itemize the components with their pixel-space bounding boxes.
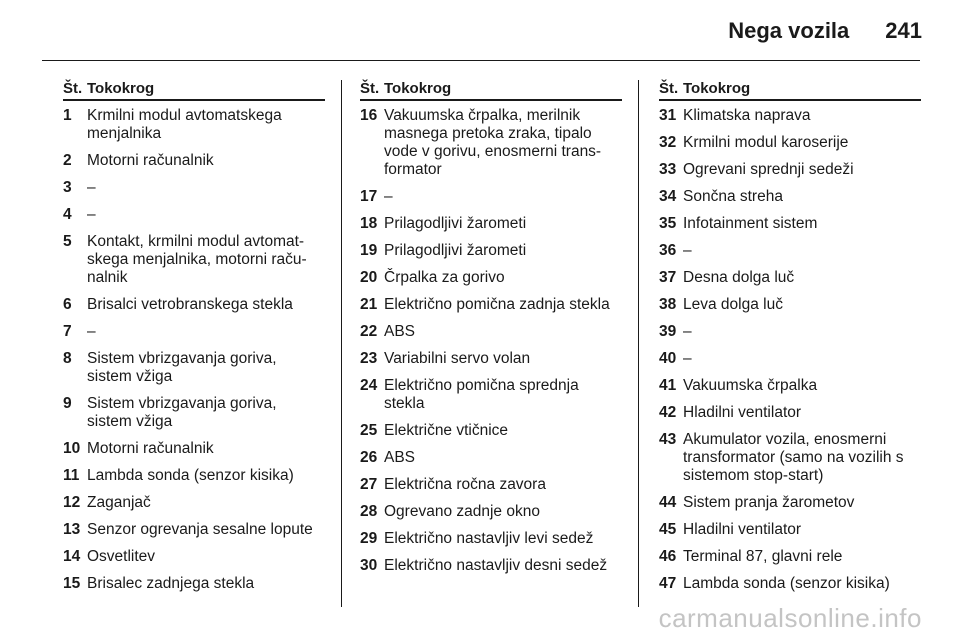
fuse-number: 42	[659, 404, 677, 421]
circuit-name: Lambda sonda (senzor kisika)	[683, 575, 890, 592]
circuit-name: Električna ročna zavora	[384, 476, 546, 493]
fuse-number: 11	[63, 467, 80, 484]
fuse-number: 7	[63, 323, 72, 340]
fuse-number: 36	[659, 242, 677, 259]
circuit-name: Akumulator vozila, enosmerni transformator (samo na vozilih s sistemom stop-start)	[683, 431, 904, 484]
page-number: 241	[885, 18, 922, 43]
fuse-number: 3	[63, 179, 72, 196]
table-row	[360, 323, 622, 341]
circuit-name: Lambda sonda (senzor kisika)	[87, 467, 294, 484]
circuit-name: –	[683, 350, 692, 367]
circuit-name: Infotainment sistem	[683, 215, 818, 232]
circuit-name: Prilagodljivi žarometi	[384, 215, 527, 232]
table-row	[659, 350, 921, 368]
fuse-number: 44	[659, 494, 677, 511]
table-row	[63, 206, 325, 224]
table-row	[63, 233, 325, 287]
fuse-number: 43	[659, 431, 677, 448]
fuse-number: 17	[360, 188, 378, 205]
fuse-number: 14	[63, 548, 81, 565]
fuse-number: 5	[63, 233, 72, 250]
fuse-column-1	[63, 80, 325, 602]
fuse-number: 19	[360, 242, 378, 259]
fuse-number: 40	[659, 350, 677, 367]
fuse-number: 25	[360, 422, 378, 439]
table-row	[63, 548, 325, 566]
table-row	[659, 404, 921, 422]
circuit-name: ABS	[384, 323, 416, 340]
table-row	[360, 296, 622, 314]
circuit-name: Vakuumska črpalka, merilnik masnega pretoka zraka, tipalo vode v gorivu, enosmerni trans- formator	[384, 107, 602, 178]
fuse-number: 2	[63, 152, 72, 169]
circuit-name: Ogrevani sprednji sedeži	[683, 161, 854, 178]
table-row	[63, 575, 325, 593]
fuse-number: 12	[63, 494, 81, 511]
fuse-number: 23	[360, 350, 378, 367]
table-row	[360, 530, 622, 548]
circuit-name: –	[87, 323, 96, 340]
circuit-name: Brisalci vetrobranskega stekla	[87, 296, 293, 313]
table-row	[63, 395, 325, 431]
table-row	[659, 431, 921, 485]
header-number: Št.	[659, 80, 679, 97]
fuse-number: 30	[360, 557, 378, 574]
table-row	[659, 242, 921, 260]
fuse-number: 15	[63, 575, 81, 592]
circuit-name: –	[87, 179, 96, 196]
fuse-number: 45	[659, 521, 677, 538]
table-row	[659, 161, 921, 179]
circuit-name: Hladilni ventilator	[683, 404, 802, 421]
circuit-name: Motorni računalnik	[87, 440, 214, 457]
column-header	[63, 80, 325, 101]
circuit-name: Sončna streha	[683, 188, 783, 205]
fuse-number: 6	[63, 296, 72, 313]
fuse-number: 46	[659, 548, 677, 565]
circuit-name: Hladilni ventilator	[683, 521, 802, 538]
table-row	[360, 242, 622, 260]
fuse-number: 35	[659, 215, 677, 232]
fuse-number: 34	[659, 188, 677, 205]
table-row	[360, 377, 622, 413]
circuit-name: Sistem vbrizgavanja goriva, sistem vžiga	[87, 395, 277, 430]
table-row	[63, 296, 325, 314]
table-row	[360, 449, 622, 467]
table-row	[360, 269, 622, 287]
circuit-name: Variabilni servo volan	[384, 350, 531, 367]
table-row	[63, 521, 325, 539]
page-header	[728, 18, 922, 44]
circuit-name: Električno pomična sprednja stekla	[384, 377, 579, 412]
fuse-number: 29	[360, 530, 378, 547]
table-row	[659, 134, 921, 152]
header-circuit: Tokokrog	[87, 80, 155, 97]
table-row	[360, 503, 622, 521]
column-divider	[341, 80, 342, 607]
fuse-number: 24	[360, 377, 378, 394]
page-title: Nega vozila	[728, 18, 850, 43]
table-row	[360, 215, 622, 233]
circuit-name: Osvetlitev	[87, 548, 156, 565]
table-row	[659, 296, 921, 314]
fuse-number: 41	[659, 377, 677, 394]
table-row	[659, 521, 921, 539]
table-row	[63, 494, 325, 512]
circuit-name: –	[683, 323, 692, 340]
fuse-number: 8	[63, 350, 72, 367]
table-row	[360, 107, 622, 179]
circuit-name: Brisalec zadnjega stekla	[87, 575, 255, 592]
fuse-number: 31	[659, 107, 677, 124]
table-row	[63, 323, 325, 341]
table-row	[659, 494, 921, 512]
fuse-number: 33	[659, 161, 677, 178]
fuse-number: 9	[63, 395, 72, 412]
table-row	[659, 215, 921, 233]
fuse-number: 28	[360, 503, 378, 520]
fuse-number: 16	[360, 107, 378, 124]
column-divider	[638, 80, 639, 607]
circuit-name: Motorni računalnik	[87, 152, 214, 169]
table-row	[659, 548, 921, 566]
fuse-number: 13	[63, 521, 81, 538]
circuit-name: Krmilni modul karoserije	[683, 134, 849, 151]
circuit-name: Prilagodljivi žarometi	[384, 242, 527, 259]
fuse-column-3	[659, 80, 921, 602]
circuit-name: Električno nastavljiv desni sedež	[384, 557, 608, 574]
circuit-name: –	[384, 188, 393, 205]
circuit-name: Krmilni modul avtomatskega menjalnika	[87, 107, 282, 142]
table-row	[360, 422, 622, 440]
circuit-name: ABS	[384, 449, 416, 466]
fuse-number: 38	[659, 296, 677, 313]
fuse-number: 47	[659, 575, 677, 592]
circuit-name: Vakuumska črpalka	[683, 377, 818, 394]
circuit-name: Sistem vbrizgavanja goriva, sistem vžiga	[87, 350, 277, 385]
header-rule	[42, 60, 920, 61]
circuit-name: Električno pomična zadnja stekla	[384, 296, 610, 313]
column-header	[360, 80, 622, 101]
header-circuit: Tokokrog	[384, 80, 452, 97]
circuit-name: Zaganjač	[87, 494, 151, 511]
fuse-number: 10	[63, 440, 81, 457]
circuit-name: –	[87, 206, 96, 223]
table-row	[360, 557, 622, 575]
fuse-column-2	[360, 80, 622, 584]
fuse-number: 22	[360, 323, 378, 340]
table-row	[659, 188, 921, 206]
circuit-name: Senzor ogrevanja sesalne lopute	[87, 521, 313, 538]
fuse-number: 39	[659, 323, 677, 340]
table-row	[63, 107, 325, 143]
circuit-name: Električno nastavljiv levi sedež	[384, 530, 594, 547]
fuse-number: 20	[360, 269, 378, 286]
circuit-name: Ogrevano zadnje okno	[384, 503, 540, 520]
table-row	[659, 107, 921, 125]
table-row	[659, 575, 921, 593]
table-row	[63, 350, 325, 386]
circuit-name: Klimatska naprava	[683, 107, 811, 124]
table-row	[659, 377, 921, 395]
circuit-name: Terminal 87, glavni rele	[683, 548, 843, 565]
fuse-number: 4	[63, 206, 72, 223]
circuit-name: Leva dolga luč	[683, 296, 783, 313]
watermark: carmanualsonline.info	[658, 603, 922, 633]
table-row	[659, 323, 921, 341]
circuit-name: Električne vtičnice	[384, 422, 509, 439]
circuit-name: Kontakt, krmilni modul avtomat- skega menjalnika, motorni raču- nalnik	[87, 233, 307, 286]
table-row	[659, 269, 921, 287]
column-header	[659, 80, 921, 101]
circuit-name: Črpalka za gorivo	[384, 269, 505, 286]
fuse-number: 26	[360, 449, 378, 466]
fuse-number: 1	[63, 107, 72, 124]
fuse-number: 21	[360, 296, 378, 313]
header-number: Št.	[63, 80, 83, 97]
header-circuit: Tokokrog	[683, 80, 751, 97]
table-row	[63, 152, 325, 170]
table-row	[360, 188, 622, 206]
header-number: Št.	[360, 80, 380, 97]
fuse-number: 37	[659, 269, 677, 286]
fuse-number: 27	[360, 476, 378, 493]
circuit-name: Sistem pranja žarometov	[683, 494, 855, 511]
table-row	[63, 179, 325, 197]
table-row	[360, 350, 622, 368]
fuse-number: 32	[659, 134, 677, 151]
fuse-number: 18	[360, 215, 378, 232]
table-row	[360, 476, 622, 494]
table-row	[63, 467, 325, 485]
circuit-name: Desna dolga luč	[683, 269, 795, 286]
circuit-name: –	[683, 242, 692, 259]
table-row	[63, 440, 325, 458]
